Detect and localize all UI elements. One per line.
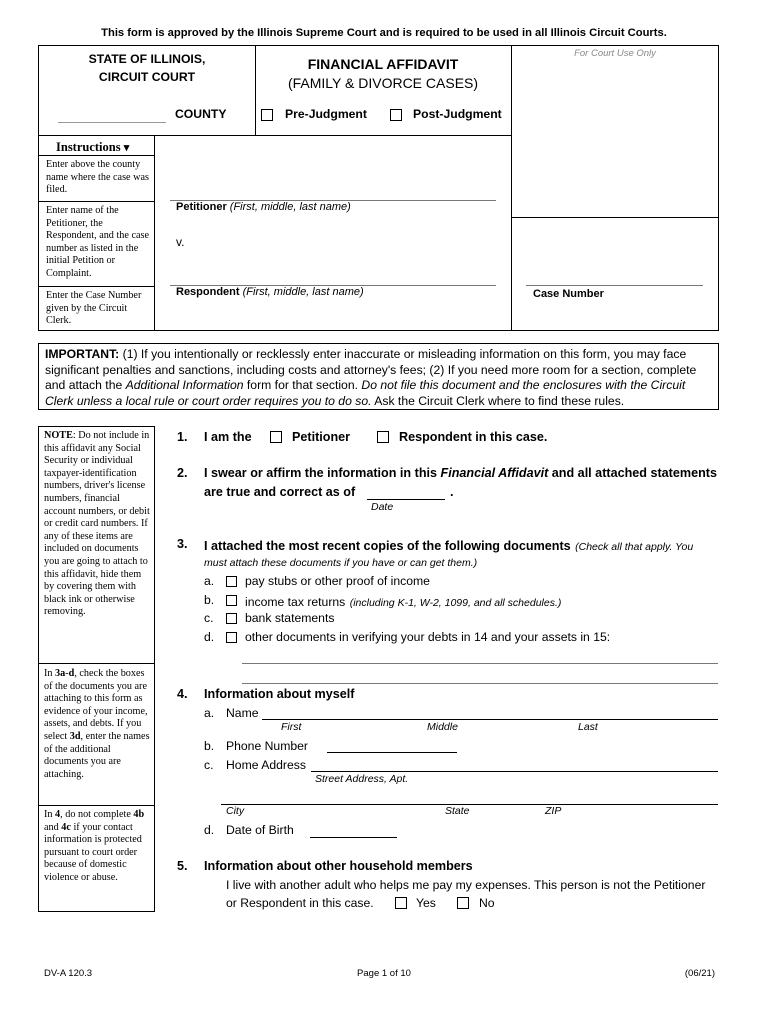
q2-date-label: Date (371, 501, 394, 513)
post-judgment-label: Post-Judgment (413, 107, 502, 121)
instruction-case-number: Enter the Case Number given by the Circuit Clerk. (46, 290, 142, 327)
note-documents: In 3a-d, check the boxes of the documents you are attaching to this form as evidence of your income, assets, and debts. If you select 3d, enter the names of the additional documents you are attaching. (44, 668, 150, 780)
q4d-label: Date of Birth (226, 823, 294, 837)
case-number-line[interactable] (526, 285, 703, 286)
q5-no-label: No (479, 896, 495, 910)
note-contact: In 4, do not complete 4b and 4c if your contact information is protected pursuant to court order because of domestic violence or abuse. (44, 809, 145, 883)
q3-number: 3. (177, 537, 188, 551)
q3-text: I attached the most recent copies of the following documents (Check all that apply. You (204, 539, 694, 553)
top-notice: This form is approved by the Illinois Supreme Court and is required to be used in all Illinois Circuit Courts. (101, 27, 667, 39)
q1-number: 1. (177, 430, 188, 444)
name-input-line[interactable] (262, 719, 718, 720)
dob-input-line[interactable] (310, 837, 397, 838)
last-caption: Last (578, 721, 598, 733)
q3d-checkbox[interactable] (226, 632, 237, 643)
q4c-letter: c. (204, 758, 214, 772)
case-number-label: Case Number (533, 288, 604, 300)
q4d-letter: d. (204, 823, 215, 837)
first-caption: First (281, 721, 302, 733)
court-use-label: For Court Use Only (574, 48, 656, 59)
q3d-label: other documents in verifying your debts in 14 and your assets in 15: (245, 630, 611, 644)
versus-label: v. (176, 235, 185, 249)
q1-respondent-checkbox[interactable] (377, 431, 389, 443)
q3d-letter: d. (204, 630, 215, 644)
q3b-letter: b. (204, 593, 215, 607)
pre-judgment-checkbox[interactable] (261, 109, 273, 121)
pre-judgment-label: Pre-Judgment (285, 107, 367, 121)
q4a-label: Name (226, 706, 259, 720)
street-input-line[interactable] (311, 771, 718, 772)
q5-line1: I live with another adult who helps me pay my expenses. This person is not the Petitioner (226, 878, 706, 892)
q1-petitioner-label: Petitioner (292, 430, 351, 444)
q3c-letter: c. (204, 611, 214, 625)
state-line2: CIRCUIT COURT (98, 70, 196, 84)
q2-date-line[interactable] (367, 499, 445, 500)
q3-hint: must attach these documents if you have or can get them.) (204, 557, 478, 569)
q4c-label: Home Address (226, 758, 306, 772)
state-caption: State (445, 805, 470, 817)
state-line1: STATE OF ILLINOIS, (88, 52, 206, 66)
q1-respondent-label: Respondent in this case. (399, 430, 548, 444)
instructions-title: Instructions ▾ (56, 140, 130, 154)
phone-input-line[interactable] (327, 752, 457, 753)
q2-period: . (450, 485, 454, 499)
q4-number: 4. (177, 687, 188, 701)
q3d-other-line-1[interactable] (242, 663, 718, 664)
q2-text: I swear or affirm the information in this Financial Affidavit and all attached statements (204, 466, 717, 480)
q3a-letter: a. (204, 574, 215, 588)
street-caption: Street Address, Apt. (315, 773, 409, 785)
q5-yes-label: Yes (416, 896, 436, 910)
zip-caption: ZIP (545, 805, 562, 817)
q3b-label: income tax returns (including K-1, W-2, 1099, and all schedules.) (245, 595, 562, 609)
footer-revision: (06/21) (684, 968, 715, 979)
q4-title: Information about myself (204, 687, 355, 701)
instruction-county: Enter above the county name where the case was filed. (46, 159, 149, 196)
q3b-checkbox[interactable] (226, 595, 237, 606)
q3d-other-line-2[interactable] (242, 683, 718, 684)
county-input[interactable] (58, 106, 166, 123)
q5-number: 5. (177, 859, 188, 873)
footer-form-id: DV-A 120.3 (44, 968, 93, 979)
instruction-parties: Enter name of the Petitioner, the Respondent, and the case number as listed in the initial Petition or Complaint. (46, 205, 149, 279)
middle-caption: Middle (427, 721, 458, 733)
q2-text-cont: are true and correct as of (204, 485, 356, 499)
note-ssn: NOTE: Do not include in this affidavit any Social Security or individual taxpayer-identification numbers, driver's license numbers, financial account numbers, or debit or credit card numbers. If any of these items are included on documents you are going to attach to this affidavit, hide them by covering them with black ink or otherwise removing. (44, 430, 150, 618)
post-judgment-checkbox[interactable] (390, 109, 402, 121)
county-label: COUNTY (175, 107, 227, 121)
petitioner-caption: Petitioner (First, middle, last name) (176, 201, 351, 213)
q4b-letter: b. (204, 739, 215, 753)
q4a-letter: a. (204, 706, 215, 720)
q3c-checkbox[interactable] (226, 613, 237, 624)
caret-down-icon: ▾ (123, 142, 130, 154)
q5-line2: or Respondent in this case. (226, 896, 374, 910)
q5-no-checkbox[interactable] (457, 897, 469, 909)
q5-yes-checkbox[interactable] (395, 897, 407, 909)
respondent-caption: Respondent (First, middle, last name) (176, 286, 364, 298)
form-title: FINANCIAL AFFIDAVIT (307, 56, 459, 72)
q3c-label: bank statements (245, 611, 335, 625)
q1-petitioner-checkbox[interactable] (270, 431, 282, 443)
city-caption: City (226, 805, 245, 817)
footer-page-number: Page 1 of 10 (357, 968, 411, 979)
q2-number: 2. (177, 466, 188, 480)
form-subtitle: (FAMILY & DIVORCE CASES) (287, 75, 479, 91)
q5-title: Information about other household members (204, 859, 473, 873)
important-text: IMPORTANT: (1) If you intentionally or recklessly enter inaccurate or misleading information on this form, you may face significant penalties and sanctions, including costs and attorney's fees; (2) If you need more room for a section, complete and attach the Additional Information form for that section. Do not file this document and the enclosures with the Circuit Clerk unless a local rule or court order requires you to do so. Ask the Circuit Clerk where to find these rules. (45, 347, 697, 408)
q3a-checkbox[interactable] (226, 576, 237, 587)
q4b-label: Phone Number (226, 739, 308, 753)
q3a-label: pay stubs or other proof of income (245, 574, 430, 588)
q1-text: I am the (204, 430, 252, 444)
